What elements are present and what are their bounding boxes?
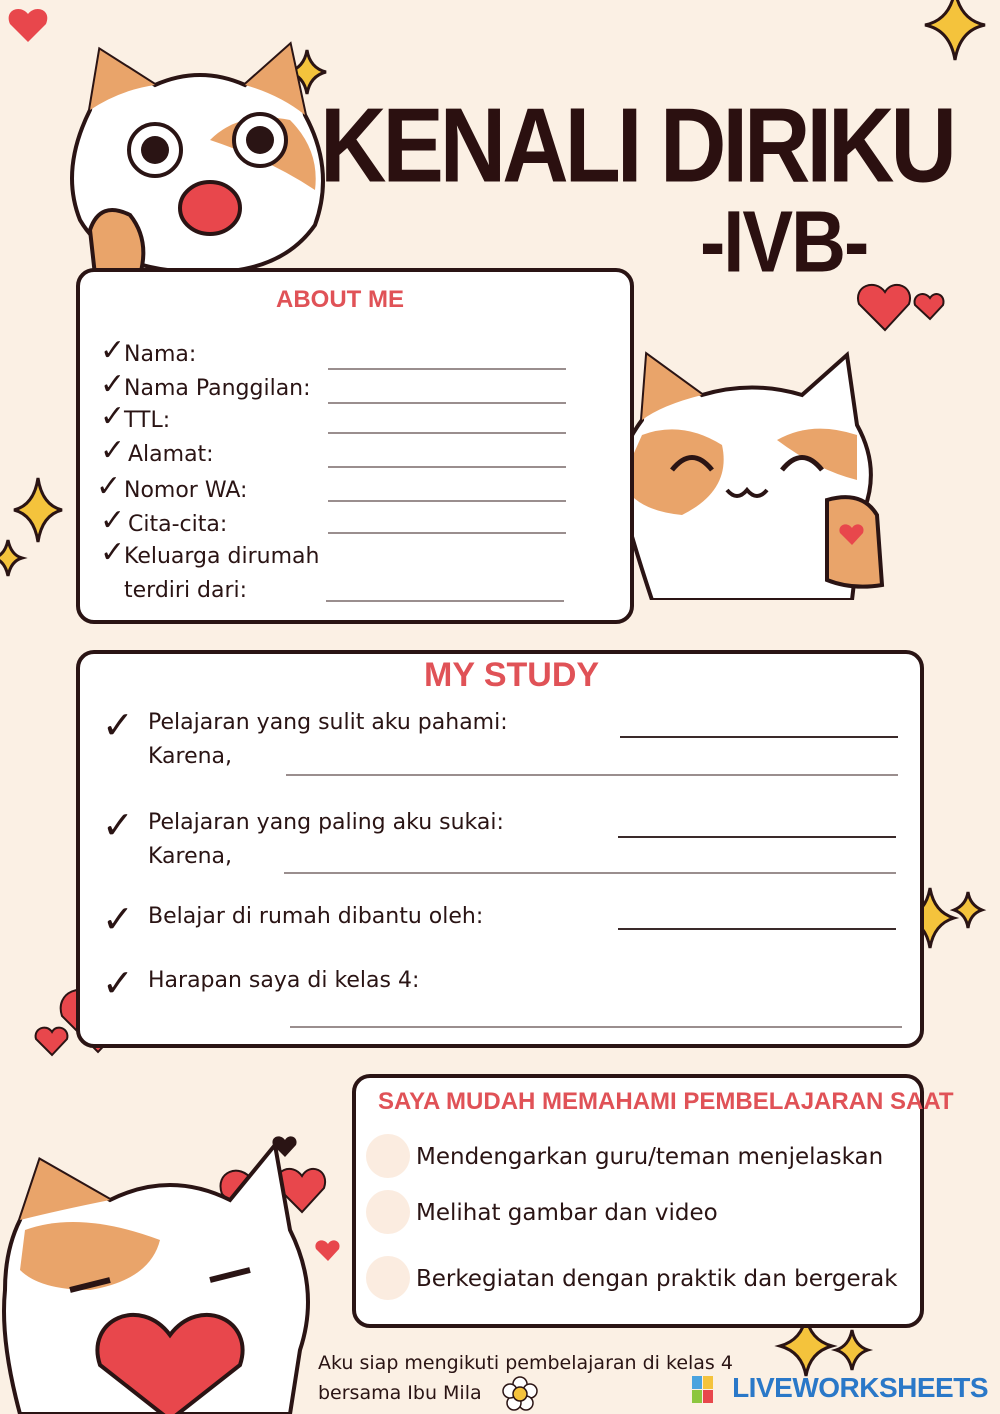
- checkmark-icon: ✓: [102, 703, 134, 747]
- answer-line-ttl[interactable]: [328, 432, 566, 434]
- q-difficult-reason: Karena,: [148, 744, 233, 769]
- heart-icon: [915, 294, 944, 319]
- field-label-nomor-wa: Nomor WA:: [124, 478, 248, 503]
- sparkle-icon: [0, 540, 22, 576]
- about-me-heading: ABOUT ME: [276, 286, 404, 313]
- page-title: KENALI DIRIKU: [320, 87, 953, 205]
- liveworksheets-watermark: LIVEWORKSHEETS: [732, 1372, 988, 1403]
- field-label-nama: Nama:: [124, 342, 197, 367]
- q-difficult-subject: Pelajaran yang sulit aku pahami:: [148, 710, 508, 735]
- checkmark-icon: ✓: [100, 535, 126, 570]
- cat-surprised-illustration: [60, 40, 350, 275]
- option-kinesthetic: Berkegiatan dengan praktik dan bergerak: [416, 1266, 898, 1292]
- cat-waving-illustration: [612, 350, 902, 600]
- field-label-cita-cita: Cita-cita:: [128, 512, 228, 537]
- field-label-keluarga-continuation: terdiri dari:: [124, 578, 248, 603]
- answer-line-favorite-subject[interactable]: [618, 836, 896, 838]
- my-study-card: [76, 650, 924, 1048]
- sparkle-icon: [954, 892, 982, 928]
- checkmark-icon: ✓: [100, 399, 126, 434]
- answer-line-keluarga[interactable]: [326, 600, 564, 602]
- sparkle-icon: [925, 0, 985, 60]
- cat-heart-illustration: [0, 1140, 330, 1414]
- footer-line-1: Aku siap mengikuti pembelajaran di kelas 4: [318, 1352, 733, 1374]
- answer-line-favorite-reason[interactable]: [284, 872, 896, 874]
- field-label-nama-panggilan: Nama Panggilan:: [124, 376, 311, 401]
- learning-style-heading: SAYA MUDAH MEMAHAMI PEMBELAJARAN SAAT: [378, 1088, 954, 1115]
- q-home-helper: Belajar di rumah dibantu oleh:: [148, 904, 484, 929]
- checkmark-icon: ✓: [102, 803, 134, 847]
- answer-line-difficult-reason[interactable]: [286, 774, 898, 776]
- answer-line-nama-panggilan[interactable]: [328, 402, 566, 404]
- field-label-alamat: Alamat:: [128, 442, 214, 467]
- sparkle-icon: [14, 478, 62, 542]
- about-me-card: [76, 268, 634, 624]
- heart-icon: [36, 1028, 68, 1055]
- page-subtitle: -IVB-: [700, 193, 868, 291]
- heart-icon: [9, 9, 48, 42]
- field-label-keluarga: Keluarga dirumah: [124, 544, 320, 569]
- answer-line-alamat[interactable]: [328, 466, 566, 468]
- my-study-heading: MY STUDY: [424, 656, 600, 694]
- learning-style-card: [352, 1074, 954, 1328]
- checkmark-icon: ✓: [102, 961, 134, 1005]
- checkmark-icon: ✓: [100, 503, 126, 538]
- liveworksheets-logo-icon: [692, 1376, 714, 1404]
- answer-line-nomor-wa[interactable]: [328, 500, 566, 502]
- checkmark-icon: ✓: [100, 367, 126, 402]
- field-label-ttl: TTL:: [124, 408, 171, 433]
- answer-line-nama[interactable]: [328, 368, 566, 370]
- answer-line-home-helper[interactable]: [618, 928, 896, 930]
- checkmark-icon: ✓: [100, 433, 126, 468]
- sparkle-icon: [836, 1330, 868, 1370]
- option-select-circle[interactable]: [366, 1256, 410, 1300]
- flower-icon: [500, 1376, 540, 1412]
- q-favorite-reason: Karena,: [148, 844, 233, 869]
- option-select-circle[interactable]: [366, 1190, 410, 1234]
- answer-line-hope[interactable]: [290, 1026, 902, 1028]
- q-favorite-subject: Pelajaran yang paling aku sukai:: [148, 810, 504, 835]
- option-select-circle[interactable]: [366, 1134, 410, 1178]
- footer-line-2: bersama Ibu Mila: [318, 1382, 482, 1404]
- checkmark-icon: ✓: [100, 333, 126, 368]
- answer-line-cita-cita[interactable]: [328, 532, 566, 534]
- q-hope: Harapan saya di kelas 4:: [148, 968, 420, 993]
- checkmark-icon: ✓: [102, 897, 134, 941]
- checkmark-icon: ✓: [96, 469, 122, 504]
- option-listening: Mendengarkan guru/teman menjelaskan: [416, 1144, 884, 1170]
- answer-line-difficult-subject[interactable]: [620, 736, 898, 738]
- option-visual: Melihat gambar dan video: [416, 1200, 718, 1226]
